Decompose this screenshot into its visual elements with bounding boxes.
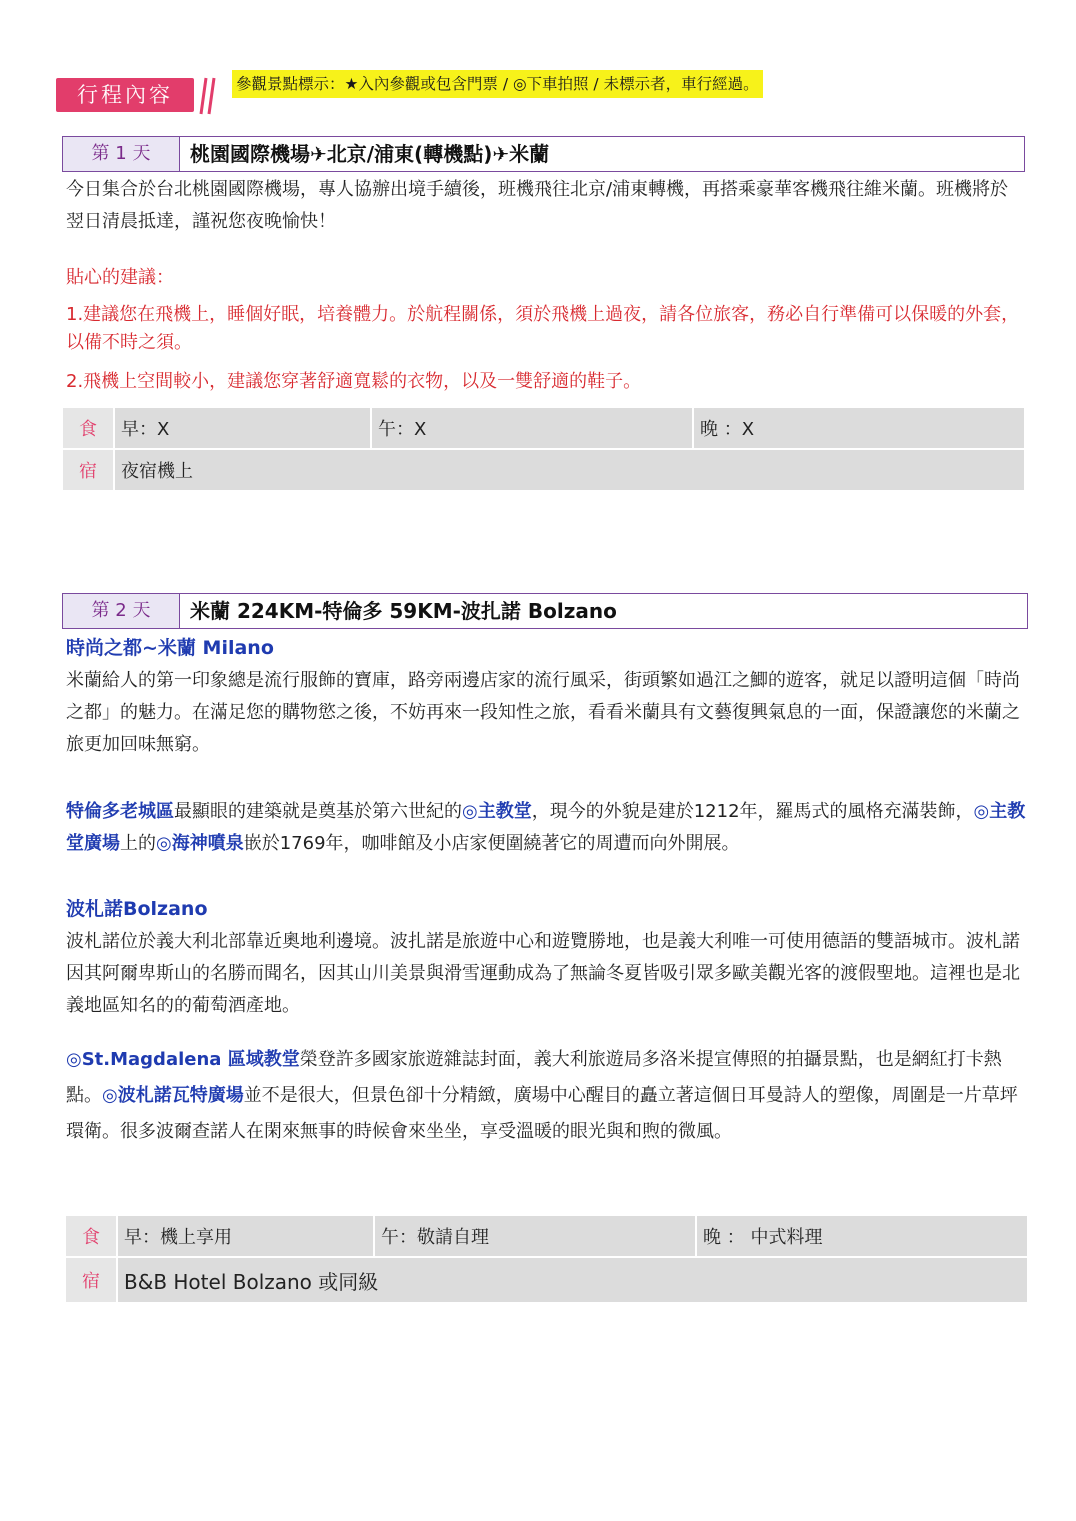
day2-stay-row <box>65 1257 1028 1303</box>
tip-2: 2.飛機上空間較小，建議您穿著舒適寬鬆的衣物，以及一雙舒適的鞋子。 <box>66 371 642 392</box>
day1-header <box>62 136 1025 172</box>
stay: 夜宿機上 <box>114 449 1025 491</box>
day2-header <box>62 593 1028 629</box>
bolzano-title: 波札諾Bolzano <box>66 898 208 920</box>
stay-key: 宿 <box>65 1257 117 1303</box>
breakfast: 早：X <box>114 407 371 449</box>
magdalena-text-2: 並不是很大，但景色卻十分精緻，廣場中心醒目的矗立著這個日耳曼詩人的塑像，周圍是一片草坪環衛。很多波爾查諾人在閑來無事的時候會來坐坐，享受溫暖的眼光與和煦的微風。 <box>66 1085 1018 1142</box>
st-magdalena-church: ◎St.Magdalena 區域教堂 <box>66 1049 300 1070</box>
trento-old-town: 特倫多老城區 <box>66 801 174 822</box>
day2-title: 米蘭 224KM-特倫多 59KM-波扎諾 Bolzano <box>190 599 617 623</box>
dinner: 晚 ： 中式料理 <box>696 1215 1028 1257</box>
day1-meals-table <box>61 406 1026 492</box>
stay: B&B Hotel Bolzano 或同級 <box>117 1257 1028 1303</box>
tip-1: 1.建議您在飛機上，睡個好眠，培養體力。於航程關係，須於飛機上過夜，請各位旅客，務必自行準備可以保暖的外套，以備不時之須。 <box>66 304 1020 353</box>
day1-label: 第 1 天 <box>63 137 180 171</box>
day2-label: 第 2 天 <box>63 594 180 628</box>
day2-meal-row <box>65 1215 1028 1257</box>
section-badge: 行程內容 <box>56 78 194 112</box>
cathedral-square: ◎主教堂廣場 <box>66 801 1026 854</box>
trento-text-4: 嵌於1769年，咖啡館及小店家便圍繞著它的周遭而向外開展。 <box>243 833 740 854</box>
stay-key: 宿 <box>62 449 114 491</box>
tips-title: 貼心的建議： <box>66 267 174 288</box>
breakfast: 早：機上享用 <box>117 1215 374 1257</box>
milan-description: 米蘭給人的第一印象總是流行服飾的寶庫，路旁兩邊店家的流行風采，街頭繁如過江之鯽的遊客，就足以證明這個「時尚之都」的魅力。在滿足您的購物慾之後，不妨再來一段知性之旅，看看米蘭具有文藝復興氣息的一面，保證讓您的米蘭之旅更加回味無窮。 <box>66 670 1020 755</box>
legend-note: 參觀景點標示：★入內參觀或包含門票 / ◎下車拍照 / 未標示者，車行經過。 <box>232 70 763 98</box>
walther-square: ◎波札諾瓦特廣場 <box>102 1085 244 1106</box>
day1-stay-row <box>62 449 1025 491</box>
meal-key: 食 <box>65 1215 117 1257</box>
day2-meals-table <box>64 1214 1029 1304</box>
day1-meal-row <box>62 407 1025 449</box>
trento-text-3: 上的 <box>120 833 156 854</box>
meal-key: 食 <box>62 407 114 449</box>
dinner: 晚 ：X <box>693 407 1025 449</box>
day1-title: 桃園國際機場✈北京/浦東(轉機點)✈米蘭 <box>190 142 550 166</box>
magdalena-text-1: 榮登許多國家旅遊雜誌封面，義大利旅遊局多洛米提宣傳照的拍攝景點，也是網紅打卡熱點。 <box>66 1049 1002 1106</box>
trento-text-1: 最顯眼的建築就是奠基於第六世紀的 <box>174 801 462 822</box>
trento-text-2: ，現今的外貌是建於1212年，羅馬式的風格充滿裝飾， <box>531 801 974 822</box>
neptune-fountain: ◎海神噴泉 <box>156 833 244 854</box>
double-slash-icon <box>198 76 216 116</box>
cathedral: ◎主教堂 <box>462 801 532 822</box>
trento-paragraph <box>66 796 1028 860</box>
magdalena-paragraph <box>66 1042 1028 1150</box>
milan-title: 時尚之都~米蘭 Milano <box>66 637 274 659</box>
day1-description: 今日集合於台北桃園國際機場，專人協辦出境手續後，班機飛往北京/浦東轉機，再搭乘豪華客機飛往維米蘭。班機將於翌日清晨抵達，謹祝您夜晚愉快！ <box>66 179 1009 232</box>
lunch: 午：X <box>371 407 693 449</box>
bolzano-description: 波札諾位於義大利北部靠近奧地利邊境。波扎諾是旅遊中心和遊覽勝地，也是義大利唯一可使用德語的雙語城市。波札諾因其阿爾卑斯山的名勝而聞名，因其山川美景與滑雪運動成為了無論冬夏皆吸引眾多歐美觀光客的渡假聖地。這裡也是北義地區知名的的葡萄酒產地。 <box>66 931 1020 1016</box>
lunch: 午：敬請自理 <box>374 1215 696 1257</box>
